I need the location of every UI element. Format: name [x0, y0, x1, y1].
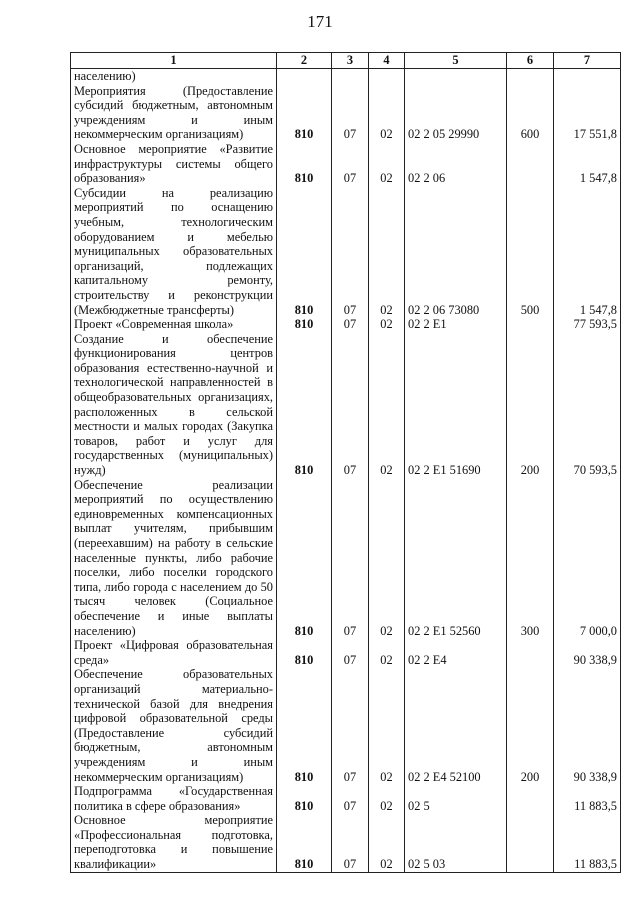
- cell-section: 07: [332, 638, 369, 667]
- table-row: [71, 667, 621, 784]
- row-name: Проект «Цифровая образовательная среда»: [71, 638, 277, 667]
- cell-section: 07: [332, 784, 369, 813]
- cell-expense-type: [507, 142, 554, 186]
- cell-target-article: 02 2 E1 52560: [405, 478, 507, 639]
- column-header-4: 4: [369, 53, 405, 69]
- cell-ministry-code: 810: [277, 784, 332, 813]
- column-header-6: 6: [507, 53, 554, 69]
- table-row: [71, 84, 621, 142]
- row-name: Основное мероприятие «Развитие инфраструктуры системы общего образования»: [71, 142, 277, 186]
- cell-subsection: 02: [369, 667, 405, 784]
- row-name: Обеспечение образовательных организаций материально-технической базой для внедрения цифровой образовательной среды (Предоставление субсидий бюджетным, автономным учреждениям и иным некоммерческим организациям): [71, 667, 277, 784]
- cell-target-article: [405, 69, 507, 84]
- cell-ministry-code: 810: [277, 478, 332, 639]
- column-header-5: 5: [405, 53, 507, 69]
- cell-expense-type: [507, 813, 554, 872]
- row-name: Проект «Современная школа»: [71, 317, 277, 332]
- table-row: [71, 142, 621, 186]
- cell-section: 07: [332, 317, 369, 332]
- cell-target-article: 02 2 06 73080: [405, 186, 507, 317]
- cell-target-article: 02 2 E4: [405, 638, 507, 667]
- cell-section: 07: [332, 478, 369, 639]
- cell-target-article: 02 2 06: [405, 142, 507, 186]
- cell-amount: 1 547,8: [554, 142, 621, 186]
- cell-section: 07: [332, 667, 369, 784]
- column-header-3: 3: [332, 53, 369, 69]
- cell-amount: 90 338,9: [554, 667, 621, 784]
- cell-ministry-code: 810: [277, 667, 332, 784]
- cell-ministry-code: 810: [277, 332, 332, 478]
- table-row: [71, 332, 621, 478]
- table-header-row: [71, 53, 621, 69]
- cell-subsection: 02: [369, 478, 405, 639]
- cell-amount: 70 593,5: [554, 332, 621, 478]
- column-header-1: 1: [71, 53, 277, 69]
- cell-amount: 17 551,8: [554, 84, 621, 142]
- row-name: Субсидии на реализацию мероприятий по оснащению учебным, технологическим оборудованием и мебелью муниципальных образовательных организаций, подлежащих капитальному ремонту, строительству и реконструкции (Межбюджетные трансферты): [71, 186, 277, 317]
- row-name: Мероприятия (Предоставление субсидий бюджетным, автономным учреждениям и иным некоммерческим организациям): [71, 84, 277, 142]
- cell-expense-type: [507, 69, 554, 84]
- table-row: [71, 638, 621, 667]
- table-row: [71, 69, 621, 84]
- cell-subsection: 02: [369, 638, 405, 667]
- table-row: [71, 186, 621, 317]
- cell-amount: 11 883,5: [554, 784, 621, 813]
- cell-amount: 90 338,9: [554, 638, 621, 667]
- cell-expense-type: 200: [507, 332, 554, 478]
- cell-subsection: 02: [369, 142, 405, 186]
- cell-expense-type: 200: [507, 667, 554, 784]
- cell-target-article: 02 2 05 29990: [405, 84, 507, 142]
- page-number: 171: [307, 12, 333, 31]
- cell-section: 07: [332, 813, 369, 872]
- cell-subsection: 02: [369, 813, 405, 872]
- column-header-7: 7: [554, 53, 621, 69]
- cell-expense-type: 500: [507, 186, 554, 317]
- cell-target-article: 02 5: [405, 784, 507, 813]
- column-header-2: 2: [277, 53, 332, 69]
- cell-amount: 7 000,0: [554, 478, 621, 639]
- table-row: [71, 317, 621, 332]
- row-name: Обеспечение реализации мероприятий по осуществлению единовременных компенсационных выплат учителям, прибывшим (переехавшим) на работу в сельские населенные пункты, либо рабочие поселки, либо поселки городского типа, либо города с населением до 50 тысяч человек (Социальное обеспечение и иные выплаты населению): [71, 478, 277, 639]
- row-name: Основное мероприятие «Профессиональная подготовка, переподготовка и повышение квалификации»: [71, 813, 277, 872]
- cell-ministry-code: 810: [277, 186, 332, 317]
- cell-section: 07: [332, 84, 369, 142]
- cell-ministry-code: 810: [277, 317, 332, 332]
- cell-expense-type: 600: [507, 84, 554, 142]
- row-name: Создание и обеспечение функционирования центров образования естественно-научной и технологической направленностей в общеобразовательных организациях, расположенных в сельской местности и малых городах (Закупка товаров, работ и услуг для государственных (муниципальных) нужд): [71, 332, 277, 478]
- cell-subsection: 02: [369, 186, 405, 317]
- cell-subsection: 02: [369, 332, 405, 478]
- cell-target-article: 02 2 E1 51690: [405, 332, 507, 478]
- cell-section: [332, 69, 369, 84]
- cell-amount: 11 883,5: [554, 813, 621, 872]
- cell-ministry-code: 810: [277, 142, 332, 186]
- table-row: [71, 478, 621, 639]
- budget-table: [70, 52, 621, 873]
- cell-section: 07: [332, 186, 369, 317]
- cell-ministry-code: 810: [277, 813, 332, 872]
- cell-expense-type: [507, 638, 554, 667]
- cell-target-article: 02 2 E4 52100: [405, 667, 507, 784]
- cell-expense-type: 300: [507, 478, 554, 639]
- cell-amount: 1 547,8: [554, 186, 621, 317]
- cell-section: 07: [332, 332, 369, 478]
- cell-ministry-code: 810: [277, 84, 332, 142]
- cell-subsection: [369, 69, 405, 84]
- cell-amount: 77 593,5: [554, 317, 621, 332]
- row-name: Подпрограмма «Государственная политика в сфере образования»: [71, 784, 277, 813]
- cell-subsection: 02: [369, 84, 405, 142]
- cell-amount: [554, 69, 621, 84]
- cell-target-article: 02 2 E1: [405, 317, 507, 332]
- cell-subsection: 02: [369, 317, 405, 332]
- cell-expense-type: [507, 317, 554, 332]
- cell-section: 07: [332, 142, 369, 186]
- cell-ministry-code: 810: [277, 638, 332, 667]
- cell-expense-type: [507, 784, 554, 813]
- cell-ministry-code: [277, 69, 332, 84]
- cell-target-article: 02 5 03: [405, 813, 507, 872]
- table-row: [71, 813, 621, 872]
- row-name: населению): [71, 69, 277, 84]
- table-row: [71, 784, 621, 813]
- cell-subsection: 02: [369, 784, 405, 813]
